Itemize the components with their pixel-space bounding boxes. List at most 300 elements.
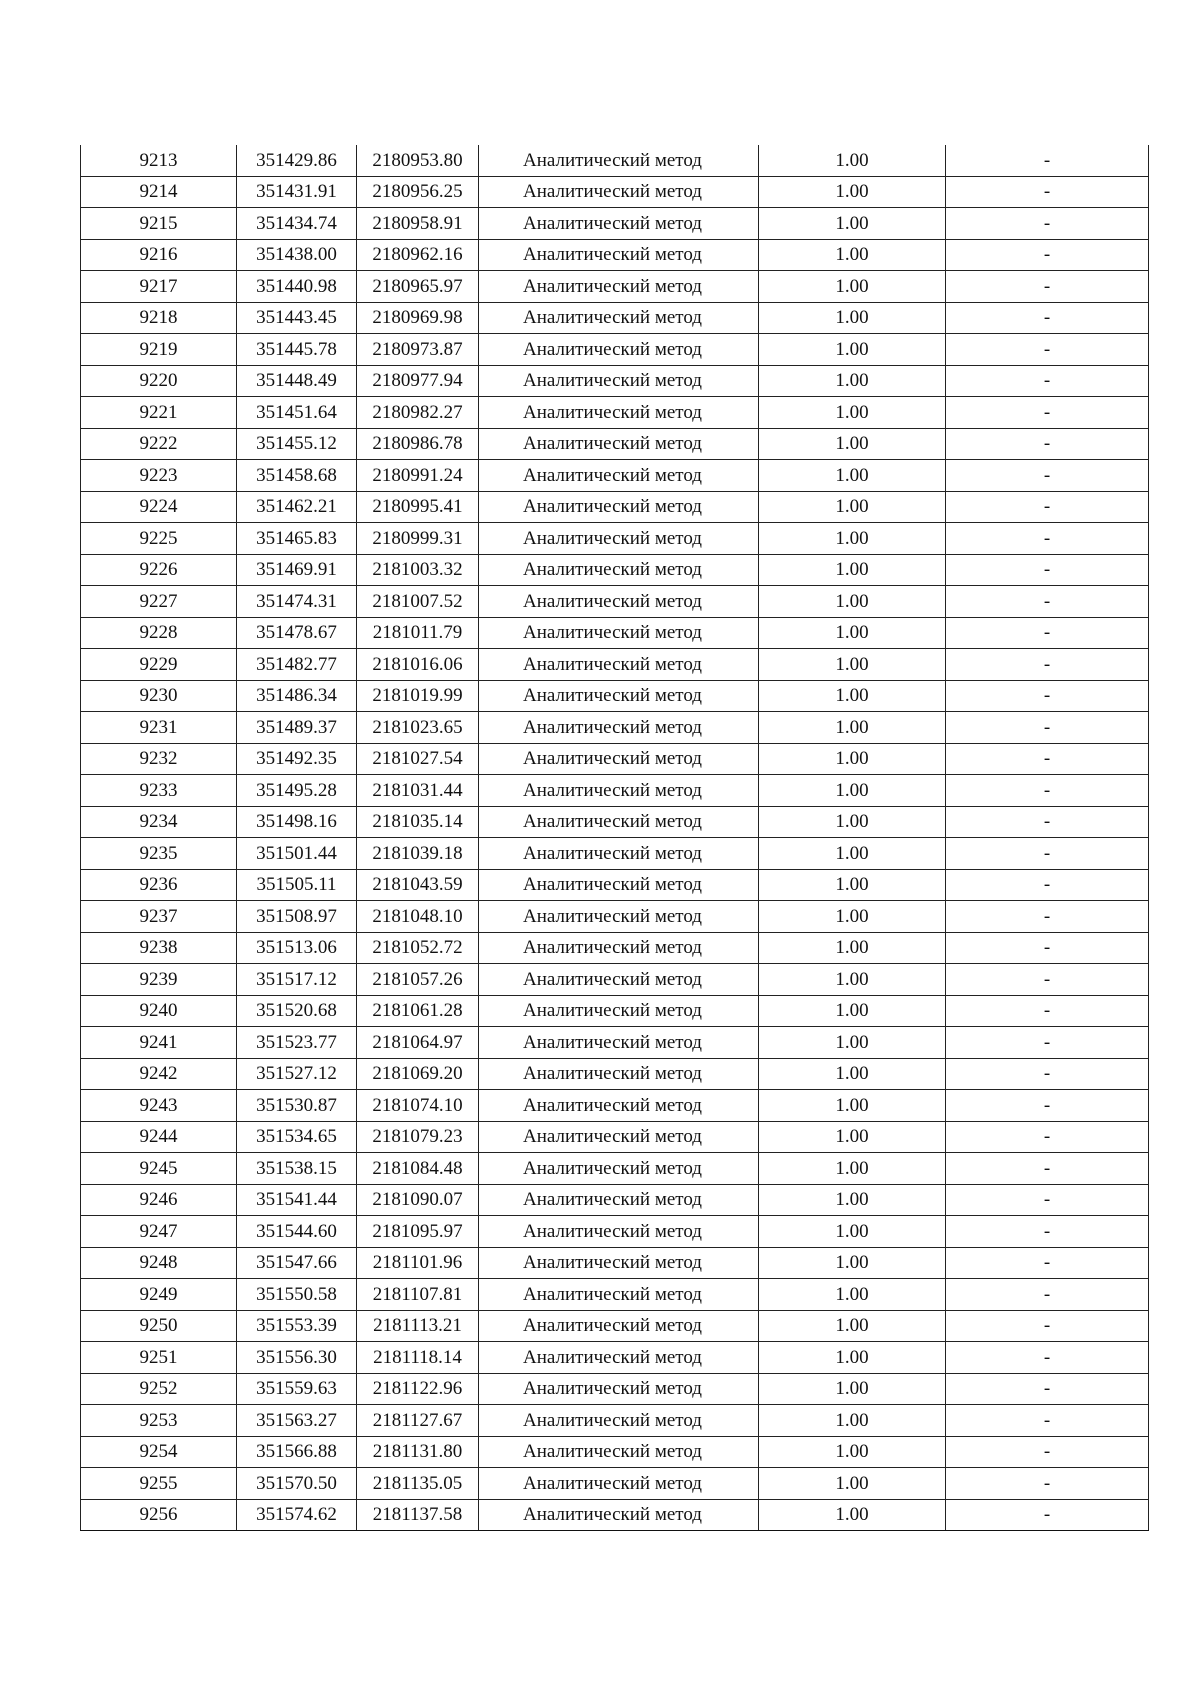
point-number-cell: 9228 — [81, 617, 237, 649]
table-row — [81, 617, 1149, 649]
note-cell: - — [946, 680, 1149, 712]
x-coordinate-cell: 351462.21 — [237, 491, 357, 523]
note-cell: - — [946, 1405, 1149, 1437]
note-cell: - — [946, 1216, 1149, 1248]
accuracy-cell: 1.00 — [759, 145, 946, 176]
table-row — [81, 838, 1149, 870]
table-row — [81, 271, 1149, 303]
y-coordinate-cell: 2180995.41 — [357, 491, 479, 523]
note-cell: - — [946, 964, 1149, 996]
point-number-cell: 9239 — [81, 964, 237, 996]
y-coordinate-cell: 2181135.05 — [357, 1468, 479, 1500]
note-cell: - — [946, 712, 1149, 744]
table-row — [81, 1468, 1149, 1500]
x-coordinate-cell: 351489.37 — [237, 712, 357, 744]
note-cell: - — [946, 145, 1149, 176]
table-row — [81, 1436, 1149, 1468]
accuracy-cell: 1.00 — [759, 302, 946, 334]
method-cell: Аналитический метод — [479, 838, 759, 870]
y-coordinate-cell: 2181127.67 — [357, 1405, 479, 1437]
x-coordinate-cell: 351556.30 — [237, 1342, 357, 1374]
table-row — [81, 995, 1149, 1027]
accuracy-cell: 1.00 — [759, 1279, 946, 1311]
x-coordinate-cell: 351566.88 — [237, 1436, 357, 1468]
x-coordinate-cell: 351553.39 — [237, 1310, 357, 1342]
accuracy-cell: 1.00 — [759, 554, 946, 586]
method-cell: Аналитический метод — [479, 775, 759, 807]
method-cell: Аналитический метод — [479, 1279, 759, 1311]
point-number-cell: 9247 — [81, 1216, 237, 1248]
table-row — [81, 302, 1149, 334]
point-number-cell: 9238 — [81, 932, 237, 964]
y-coordinate-cell: 2181069.20 — [357, 1058, 479, 1090]
method-cell: Аналитический метод — [479, 397, 759, 429]
accuracy-cell: 1.00 — [759, 428, 946, 460]
method-cell: Аналитический метод — [479, 1499, 759, 1531]
point-number-cell: 9245 — [81, 1153, 237, 1185]
table-row — [81, 869, 1149, 901]
method-cell: Аналитический метод — [479, 428, 759, 460]
table-row — [81, 176, 1149, 208]
x-coordinate-cell: 351547.66 — [237, 1247, 357, 1279]
method-cell: Аналитический метод — [479, 743, 759, 775]
accuracy-cell: 1.00 — [759, 208, 946, 240]
method-cell: Аналитический метод — [479, 1405, 759, 1437]
note-cell: - — [946, 302, 1149, 334]
note-cell: - — [946, 838, 1149, 870]
accuracy-cell: 1.00 — [759, 869, 946, 901]
accuracy-cell: 1.00 — [759, 1027, 946, 1059]
note-cell: - — [946, 617, 1149, 649]
y-coordinate-cell: 2181107.81 — [357, 1279, 479, 1311]
x-coordinate-cell: 351550.58 — [237, 1279, 357, 1311]
accuracy-cell: 1.00 — [759, 1216, 946, 1248]
point-number-cell: 9255 — [81, 1468, 237, 1500]
method-cell: Аналитический метод — [479, 491, 759, 523]
x-coordinate-cell: 351523.77 — [237, 1027, 357, 1059]
note-cell: - — [946, 995, 1149, 1027]
y-coordinate-cell: 2180991.24 — [357, 460, 479, 492]
table-row — [81, 491, 1149, 523]
x-coordinate-cell: 351495.28 — [237, 775, 357, 807]
method-cell: Аналитический метод — [479, 680, 759, 712]
method-cell: Аналитический метод — [479, 586, 759, 618]
accuracy-cell: 1.00 — [759, 680, 946, 712]
x-coordinate-cell: 351534.65 — [237, 1121, 357, 1153]
accuracy-cell: 1.00 — [759, 901, 946, 933]
accuracy-cell: 1.00 — [759, 743, 946, 775]
note-cell: - — [946, 775, 1149, 807]
y-coordinate-cell: 2180956.25 — [357, 176, 479, 208]
x-coordinate-cell: 351482.77 — [237, 649, 357, 681]
x-coordinate-cell: 351431.91 — [237, 176, 357, 208]
note-cell: - — [946, 1153, 1149, 1185]
method-cell: Аналитический метод — [479, 271, 759, 303]
y-coordinate-cell: 2181003.32 — [357, 554, 479, 586]
x-coordinate-cell: 351530.87 — [237, 1090, 357, 1122]
accuracy-cell: 1.00 — [759, 775, 946, 807]
accuracy-cell: 1.00 — [759, 649, 946, 681]
table-row — [81, 1184, 1149, 1216]
y-coordinate-cell: 2181048.10 — [357, 901, 479, 933]
y-coordinate-cell: 2181019.99 — [357, 680, 479, 712]
table-row — [81, 1153, 1149, 1185]
point-number-cell: 9213 — [81, 145, 237, 176]
note-cell: - — [946, 649, 1149, 681]
x-coordinate-cell: 351541.44 — [237, 1184, 357, 1216]
table-row — [81, 239, 1149, 271]
method-cell: Аналитический метод — [479, 1310, 759, 1342]
note-cell: - — [946, 586, 1149, 618]
point-number-cell: 9214 — [81, 176, 237, 208]
note-cell: - — [946, 428, 1149, 460]
table-row — [81, 649, 1149, 681]
method-cell: Аналитический метод — [479, 1342, 759, 1374]
coordinates-table-body — [81, 145, 1149, 1531]
y-coordinate-cell: 2181057.26 — [357, 964, 479, 996]
note-cell: - — [946, 365, 1149, 397]
accuracy-cell: 1.00 — [759, 586, 946, 618]
method-cell: Аналитический метод — [479, 1216, 759, 1248]
accuracy-cell: 1.00 — [759, 271, 946, 303]
method-cell: Аналитический метод — [479, 145, 759, 176]
point-number-cell: 9223 — [81, 460, 237, 492]
y-coordinate-cell: 2180973.87 — [357, 334, 479, 366]
method-cell: Аналитический метод — [479, 964, 759, 996]
table-row — [81, 806, 1149, 838]
point-number-cell: 9243 — [81, 1090, 237, 1122]
point-number-cell: 9220 — [81, 365, 237, 397]
accuracy-cell: 1.00 — [759, 1153, 946, 1185]
point-number-cell: 9218 — [81, 302, 237, 334]
x-coordinate-cell: 351520.68 — [237, 995, 357, 1027]
y-coordinate-cell: 2181043.59 — [357, 869, 479, 901]
note-cell: - — [946, 239, 1149, 271]
y-coordinate-cell: 2180986.78 — [357, 428, 479, 460]
point-number-cell: 9249 — [81, 1279, 237, 1311]
table-row — [81, 1247, 1149, 1279]
point-number-cell: 9254 — [81, 1436, 237, 1468]
table-row — [81, 1499, 1149, 1531]
x-coordinate-cell: 351455.12 — [237, 428, 357, 460]
point-number-cell: 9217 — [81, 271, 237, 303]
note-cell: - — [946, 1279, 1149, 1311]
table-row — [81, 901, 1149, 933]
y-coordinate-cell: 2181074.10 — [357, 1090, 479, 1122]
y-coordinate-cell: 2181031.44 — [357, 775, 479, 807]
point-number-cell: 9252 — [81, 1373, 237, 1405]
method-cell: Аналитический метод — [479, 1373, 759, 1405]
x-coordinate-cell: 351544.60 — [237, 1216, 357, 1248]
note-cell: - — [946, 271, 1149, 303]
accuracy-cell: 1.00 — [759, 1405, 946, 1437]
y-coordinate-cell: 2181084.48 — [357, 1153, 479, 1185]
table-row — [81, 1310, 1149, 1342]
point-number-cell: 9234 — [81, 806, 237, 838]
method-cell: Аналитический метод — [479, 554, 759, 586]
accuracy-cell: 1.00 — [759, 523, 946, 555]
x-coordinate-cell: 351505.11 — [237, 869, 357, 901]
y-coordinate-cell: 2181079.23 — [357, 1121, 479, 1153]
accuracy-cell: 1.00 — [759, 1499, 946, 1531]
method-cell: Аналитический метод — [479, 1468, 759, 1500]
note-cell: - — [946, 1499, 1149, 1531]
point-number-cell: 9236 — [81, 869, 237, 901]
y-coordinate-cell: 2181016.06 — [357, 649, 479, 681]
accuracy-cell: 1.00 — [759, 838, 946, 870]
method-cell: Аналитический метод — [479, 365, 759, 397]
point-number-cell: 9242 — [81, 1058, 237, 1090]
table-row — [81, 1342, 1149, 1374]
accuracy-cell: 1.00 — [759, 995, 946, 1027]
y-coordinate-cell: 2181039.18 — [357, 838, 479, 870]
point-number-cell: 9224 — [81, 491, 237, 523]
note-cell: - — [946, 334, 1149, 366]
y-coordinate-cell: 2181011.79 — [357, 617, 479, 649]
x-coordinate-cell: 351527.12 — [237, 1058, 357, 1090]
accuracy-cell: 1.00 — [759, 1468, 946, 1500]
point-number-cell: 9248 — [81, 1247, 237, 1279]
accuracy-cell: 1.00 — [759, 1373, 946, 1405]
point-number-cell: 9225 — [81, 523, 237, 555]
y-coordinate-cell: 2181090.07 — [357, 1184, 479, 1216]
y-coordinate-cell: 2181113.21 — [357, 1310, 479, 1342]
method-cell: Аналитический метод — [479, 1436, 759, 1468]
accuracy-cell: 1.00 — [759, 932, 946, 964]
x-coordinate-cell: 351474.31 — [237, 586, 357, 618]
method-cell: Аналитический метод — [479, 1027, 759, 1059]
point-number-cell: 9227 — [81, 586, 237, 618]
point-number-cell: 9256 — [81, 1499, 237, 1531]
x-coordinate-cell: 351443.45 — [237, 302, 357, 334]
y-coordinate-cell: 2180953.80 — [357, 145, 479, 176]
method-cell: Аналитический метод — [479, 1058, 759, 1090]
x-coordinate-cell: 351448.49 — [237, 365, 357, 397]
x-coordinate-cell: 351574.62 — [237, 1499, 357, 1531]
point-number-cell: 9240 — [81, 995, 237, 1027]
method-cell: Аналитический метод — [479, 901, 759, 933]
point-number-cell: 9244 — [81, 1121, 237, 1153]
y-coordinate-cell: 2181064.97 — [357, 1027, 479, 1059]
x-coordinate-cell: 351451.64 — [237, 397, 357, 429]
accuracy-cell: 1.00 — [759, 176, 946, 208]
table-row — [81, 1121, 1149, 1153]
note-cell: - — [946, 1184, 1149, 1216]
point-number-cell: 9235 — [81, 838, 237, 870]
note-cell: - — [946, 523, 1149, 555]
method-cell: Аналитический метод — [479, 869, 759, 901]
table-row — [81, 460, 1149, 492]
accuracy-cell: 1.00 — [759, 1090, 946, 1122]
table-row — [81, 1405, 1149, 1437]
y-coordinate-cell: 2181027.54 — [357, 743, 479, 775]
note-cell: - — [946, 491, 1149, 523]
point-number-cell: 9241 — [81, 1027, 237, 1059]
note-cell: - — [946, 1310, 1149, 1342]
accuracy-cell: 1.00 — [759, 1121, 946, 1153]
method-cell: Аналитический метод — [479, 334, 759, 366]
point-number-cell: 9226 — [81, 554, 237, 586]
y-coordinate-cell: 2180965.97 — [357, 271, 479, 303]
point-number-cell: 9251 — [81, 1342, 237, 1374]
table-row — [81, 365, 1149, 397]
x-coordinate-cell: 351445.78 — [237, 334, 357, 366]
note-cell: - — [946, 1342, 1149, 1374]
x-coordinate-cell: 351458.68 — [237, 460, 357, 492]
table-row — [81, 743, 1149, 775]
note-cell: - — [946, 1436, 1149, 1468]
note-cell: - — [946, 176, 1149, 208]
x-coordinate-cell: 351492.35 — [237, 743, 357, 775]
table-row — [81, 208, 1149, 240]
point-number-cell: 9250 — [81, 1310, 237, 1342]
point-number-cell: 9237 — [81, 901, 237, 933]
table-row — [81, 428, 1149, 460]
y-coordinate-cell: 2181035.14 — [357, 806, 479, 838]
accuracy-cell: 1.00 — [759, 1058, 946, 1090]
table-row — [81, 334, 1149, 366]
table-row — [81, 1090, 1149, 1122]
method-cell: Аналитический метод — [479, 523, 759, 555]
y-coordinate-cell: 2180962.16 — [357, 239, 479, 271]
note-cell: - — [946, 806, 1149, 838]
x-coordinate-cell: 351563.27 — [237, 1405, 357, 1437]
method-cell: Аналитический метод — [479, 1247, 759, 1279]
accuracy-cell: 1.00 — [759, 712, 946, 744]
point-number-cell: 9230 — [81, 680, 237, 712]
note-cell: - — [946, 1468, 1149, 1500]
x-coordinate-cell: 351513.06 — [237, 932, 357, 964]
y-coordinate-cell: 2180977.94 — [357, 365, 479, 397]
y-coordinate-cell: 2181023.65 — [357, 712, 479, 744]
method-cell: Аналитический метод — [479, 1184, 759, 1216]
x-coordinate-cell: 351559.63 — [237, 1373, 357, 1405]
note-cell: - — [946, 1090, 1149, 1122]
note-cell: - — [946, 208, 1149, 240]
y-coordinate-cell: 2181137.58 — [357, 1499, 479, 1531]
x-coordinate-cell: 351508.97 — [237, 901, 357, 933]
point-number-cell: 9246 — [81, 1184, 237, 1216]
table-row — [81, 1058, 1149, 1090]
note-cell: - — [946, 1058, 1149, 1090]
y-coordinate-cell: 2180958.91 — [357, 208, 479, 240]
y-coordinate-cell: 2181052.72 — [357, 932, 479, 964]
method-cell: Аналитический метод — [479, 1090, 759, 1122]
table-row — [81, 1279, 1149, 1311]
method-cell: Аналитический метод — [479, 617, 759, 649]
x-coordinate-cell: 351478.67 — [237, 617, 357, 649]
accuracy-cell: 1.00 — [759, 397, 946, 429]
y-coordinate-cell: 2180982.27 — [357, 397, 479, 429]
point-number-cell: 9219 — [81, 334, 237, 366]
method-cell: Аналитический метод — [479, 806, 759, 838]
table-row — [81, 680, 1149, 712]
y-coordinate-cell: 2181061.28 — [357, 995, 479, 1027]
note-cell: - — [946, 1027, 1149, 1059]
x-coordinate-cell: 351438.00 — [237, 239, 357, 271]
method-cell: Аналитический метод — [479, 712, 759, 744]
x-coordinate-cell: 351570.50 — [237, 1468, 357, 1500]
table-row — [81, 554, 1149, 586]
point-number-cell: 9253 — [81, 1405, 237, 1437]
table-row — [81, 145, 1149, 176]
table-row — [81, 523, 1149, 555]
point-number-cell: 9232 — [81, 743, 237, 775]
note-cell: - — [946, 869, 1149, 901]
x-coordinate-cell: 351434.74 — [237, 208, 357, 240]
x-coordinate-cell: 351469.91 — [237, 554, 357, 586]
x-coordinate-cell: 351498.16 — [237, 806, 357, 838]
x-coordinate-cell: 351501.44 — [237, 838, 357, 870]
y-coordinate-cell: 2181122.96 — [357, 1373, 479, 1405]
accuracy-cell: 1.00 — [759, 1342, 946, 1374]
method-cell: Аналитический метод — [479, 208, 759, 240]
method-cell: Аналитический метод — [479, 1153, 759, 1185]
note-cell: - — [946, 397, 1149, 429]
accuracy-cell: 1.00 — [759, 964, 946, 996]
y-coordinate-cell: 2181101.96 — [357, 1247, 479, 1279]
note-cell: - — [946, 901, 1149, 933]
accuracy-cell: 1.00 — [759, 1310, 946, 1342]
table-row — [81, 1216, 1149, 1248]
method-cell: Аналитический метод — [479, 302, 759, 334]
table-row — [81, 1027, 1149, 1059]
method-cell: Аналитический метод — [479, 649, 759, 681]
accuracy-cell: 1.00 — [759, 1184, 946, 1216]
point-number-cell: 9229 — [81, 649, 237, 681]
x-coordinate-cell: 351465.83 — [237, 523, 357, 555]
x-coordinate-cell: 351440.98 — [237, 271, 357, 303]
table-row — [81, 964, 1149, 996]
accuracy-cell: 1.00 — [759, 334, 946, 366]
y-coordinate-cell: 2181007.52 — [357, 586, 479, 618]
table-row — [81, 586, 1149, 618]
method-cell: Аналитический метод — [479, 176, 759, 208]
x-coordinate-cell: 351517.12 — [237, 964, 357, 996]
point-number-cell: 9215 — [81, 208, 237, 240]
note-cell: - — [946, 1121, 1149, 1153]
accuracy-cell: 1.00 — [759, 460, 946, 492]
point-number-cell: 9216 — [81, 239, 237, 271]
point-number-cell: 9221 — [81, 397, 237, 429]
point-number-cell: 9231 — [81, 712, 237, 744]
x-coordinate-cell: 351429.86 — [237, 145, 357, 176]
point-number-cell: 9233 — [81, 775, 237, 807]
y-coordinate-cell: 2180969.98 — [357, 302, 479, 334]
table-row — [81, 397, 1149, 429]
y-coordinate-cell: 2180999.31 — [357, 523, 479, 555]
y-coordinate-cell: 2181131.80 — [357, 1436, 479, 1468]
note-cell: - — [946, 460, 1149, 492]
method-cell: Аналитический метод — [479, 932, 759, 964]
table-row — [81, 1373, 1149, 1405]
note-cell: - — [946, 743, 1149, 775]
method-cell: Аналитический метод — [479, 239, 759, 271]
note-cell: - — [946, 1373, 1149, 1405]
x-coordinate-cell: 351538.15 — [237, 1153, 357, 1185]
accuracy-cell: 1.00 — [759, 491, 946, 523]
method-cell: Аналитический метод — [479, 1121, 759, 1153]
accuracy-cell: 1.00 — [759, 617, 946, 649]
y-coordinate-cell: 2181118.14 — [357, 1342, 479, 1374]
method-cell: Аналитический метод — [479, 995, 759, 1027]
note-cell: - — [946, 932, 1149, 964]
note-cell: - — [946, 1247, 1149, 1279]
note-cell: - — [946, 554, 1149, 586]
y-coordinate-cell: 2181095.97 — [357, 1216, 479, 1248]
accuracy-cell: 1.00 — [759, 365, 946, 397]
accuracy-cell: 1.00 — [759, 806, 946, 838]
